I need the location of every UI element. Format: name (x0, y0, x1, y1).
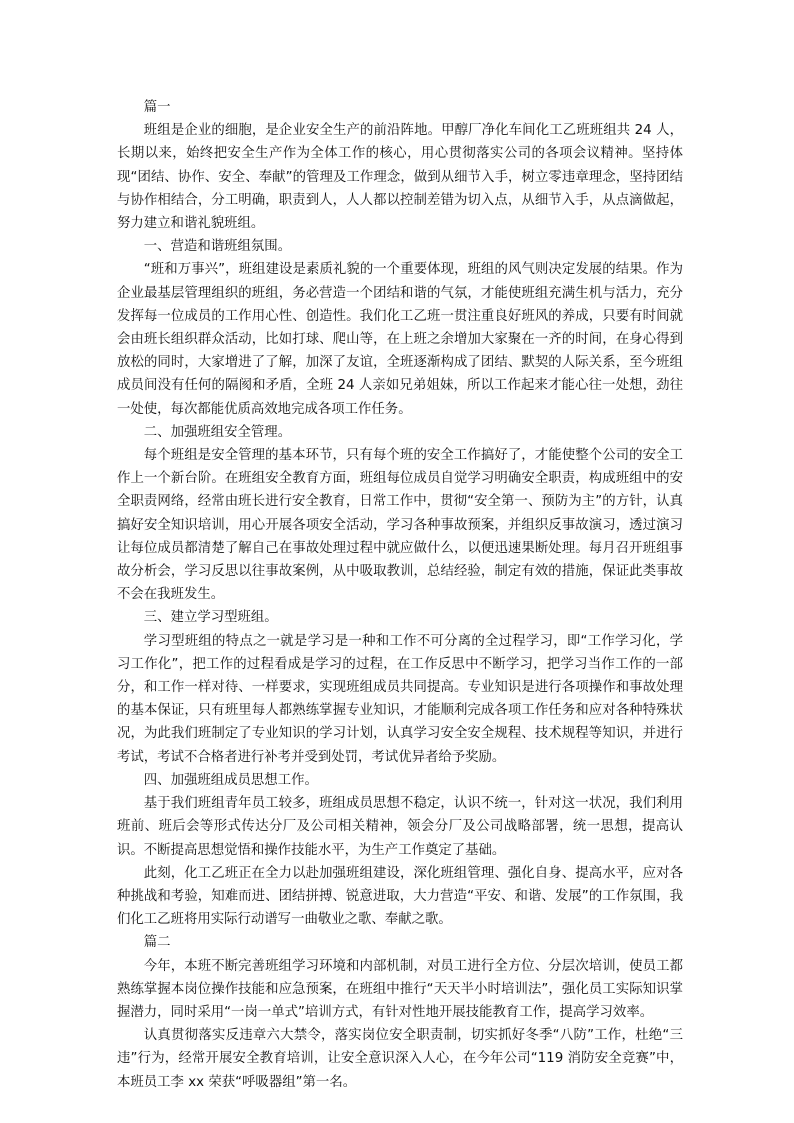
paragraph: 学习型班组的特点之一就是学习是一种和工作不可分离的全过程学习，即“工作学习化，学习工作化”，把工作的过程看成是学习的过程，在工作反思中不断学习，把学习当作工作的一部分，和工作一样对待、一样要求，实现班组成员共同提高。专业知识是进行各项操作和事故处理的基本保证，只有班里每人都熟练掌握专业知识，才能顺利完成各项工作任务和应对各种特殊状况，为此我们班制定了专业知识的学习计划，认真学习安全安全规程、技术规程等知识，并进行考试，考试不合格者进行补考并受到处罚，考试优异者给予奖励。 (117, 633, 683, 765)
subsection-heading: 四、加强班组成员思想工作。 (143, 772, 318, 788)
paragraph: 认真贯彻落实反违章六大禁令，落实岗位安全职责制，切实抓好冬季“八防”工作，杜绝“三违”行为，经常开展安全教育培训，让安全意识深入人心，在今年公司“119 消防安全竞赛”中，本班员工李 xx 荣获“呼吸器组”第一名。 (117, 1028, 683, 1090)
paragraph: 班组是企业的细胞，是企业安全生产的前沿阵地。甲醇厂净化车间化工乙班班组共 24 人，长期以来，始终把安全生产作为全体工作的核心，用心贯彻落实公司的各项会议精神。坚持体现“团结、协作、安全、奉献”的管理及工作理念，做到从细节入手，树立零违章理念，坚持团结与协作相结合，分工明确，职责到人，人人都以控制差错为切入点，从细节入手，从点滴做起，努力建立和谐礼貌班组。 (117, 123, 683, 232)
paragraph: “班和万事兴”，班组建设是素质礼貌的一个重要体现，班组的风气则决定发展的结果。作为企业最基层管理组织的班组，务必营造一个团结和谐的气氛，才能使班组充满生机与活力，充分发挥每一位成员的工作用心性、创造性。我们化工乙班一贯注重良好班风的养成，只要有时间就会由班长组织群众活动，比如打球、爬山等，在上班之余增加大家聚在一齐的时间，在身心得到放松的同时，大家增进了了解，加深了友谊，全班逐渐构成了团结、默契的人际关系，至今班组成员间没有任何的隔阂和矛盾，全班 24 人亲如兄弟姐妹，所以工作起来才能心往一处想，劲往一处使，每次都能优质高效地完成各项工作任务。 (117, 262, 683, 417)
subsection-heading: 二、加强班组安全管理。 (143, 424, 292, 440)
paragraph: 此刻，化工乙班正在全力以赴加强班组建设，深化班组管理、强化自身、提高水平，应对各种挑战和考验，知难而进、团结拼搏、锐意进取，大力营造“平安、和谐、发展”的工作氛围，我们化工乙班将用实际行动谱写一曲敬业之歌、奉献之歌。 (117, 865, 683, 928)
section-heading: 篇二 (143, 935, 171, 951)
subsection-heading: 一、营造和谐班组氛围。 (143, 239, 292, 255)
paragraph: 今年，本班不断完善班组学习环境和内部机制，对员工进行全方位、分层次培训，使员工都熟练掌握本岗位操作技能和应急预案，在班组中推行“天天半小时培训法”，强化员工实际知识掌握潜力，同时采用“一岗一单式”培训方式，有针对性地开展技能教育工作，提高学习效率。 (117, 958, 683, 1020)
subsection-heading: 三、建立学习型班组。 (143, 610, 278, 626)
paragraph: 基于我们班组青年员工较多，班组成员思想不稳定，认识不统一，针对这一状况，我们利用班前、班后会等形式传达分厂及公司相关精神，领会分厂及公司战略部署，统一思想，提高认识。不断提高思想觉悟和操作技能水平，为生产工作奠定了基础。 (117, 796, 683, 858)
document-body (117, 96, 683, 1094)
section-heading: 篇一 (143, 100, 171, 115)
paragraph: 每个班组是安全管理的基本环节，只有每个班的安全工作搞好了，才能使整个公司的安全工作上一个新台阶。在班组安全教育方面，班组每位成员自觉学习明确安全职责，构成班组中的安全职责网络，经常由班长进行安全教育，日常工作中，贯彻“安全第一、预防为主”的方针，认真搞好安全知识培训，用心开展各项安全活动，学习各种事故预案，并组织反事故演习，透过演习让每位成员都清楚了解自己在事故处理过程中就应做什么，以便迅速果断处理。每月召开班组事故分析会，学习反思以往事故案例，从中吸取教训，总结经验，制定有效的措施，保证此类事故不会在我班发生。 (117, 448, 683, 603)
